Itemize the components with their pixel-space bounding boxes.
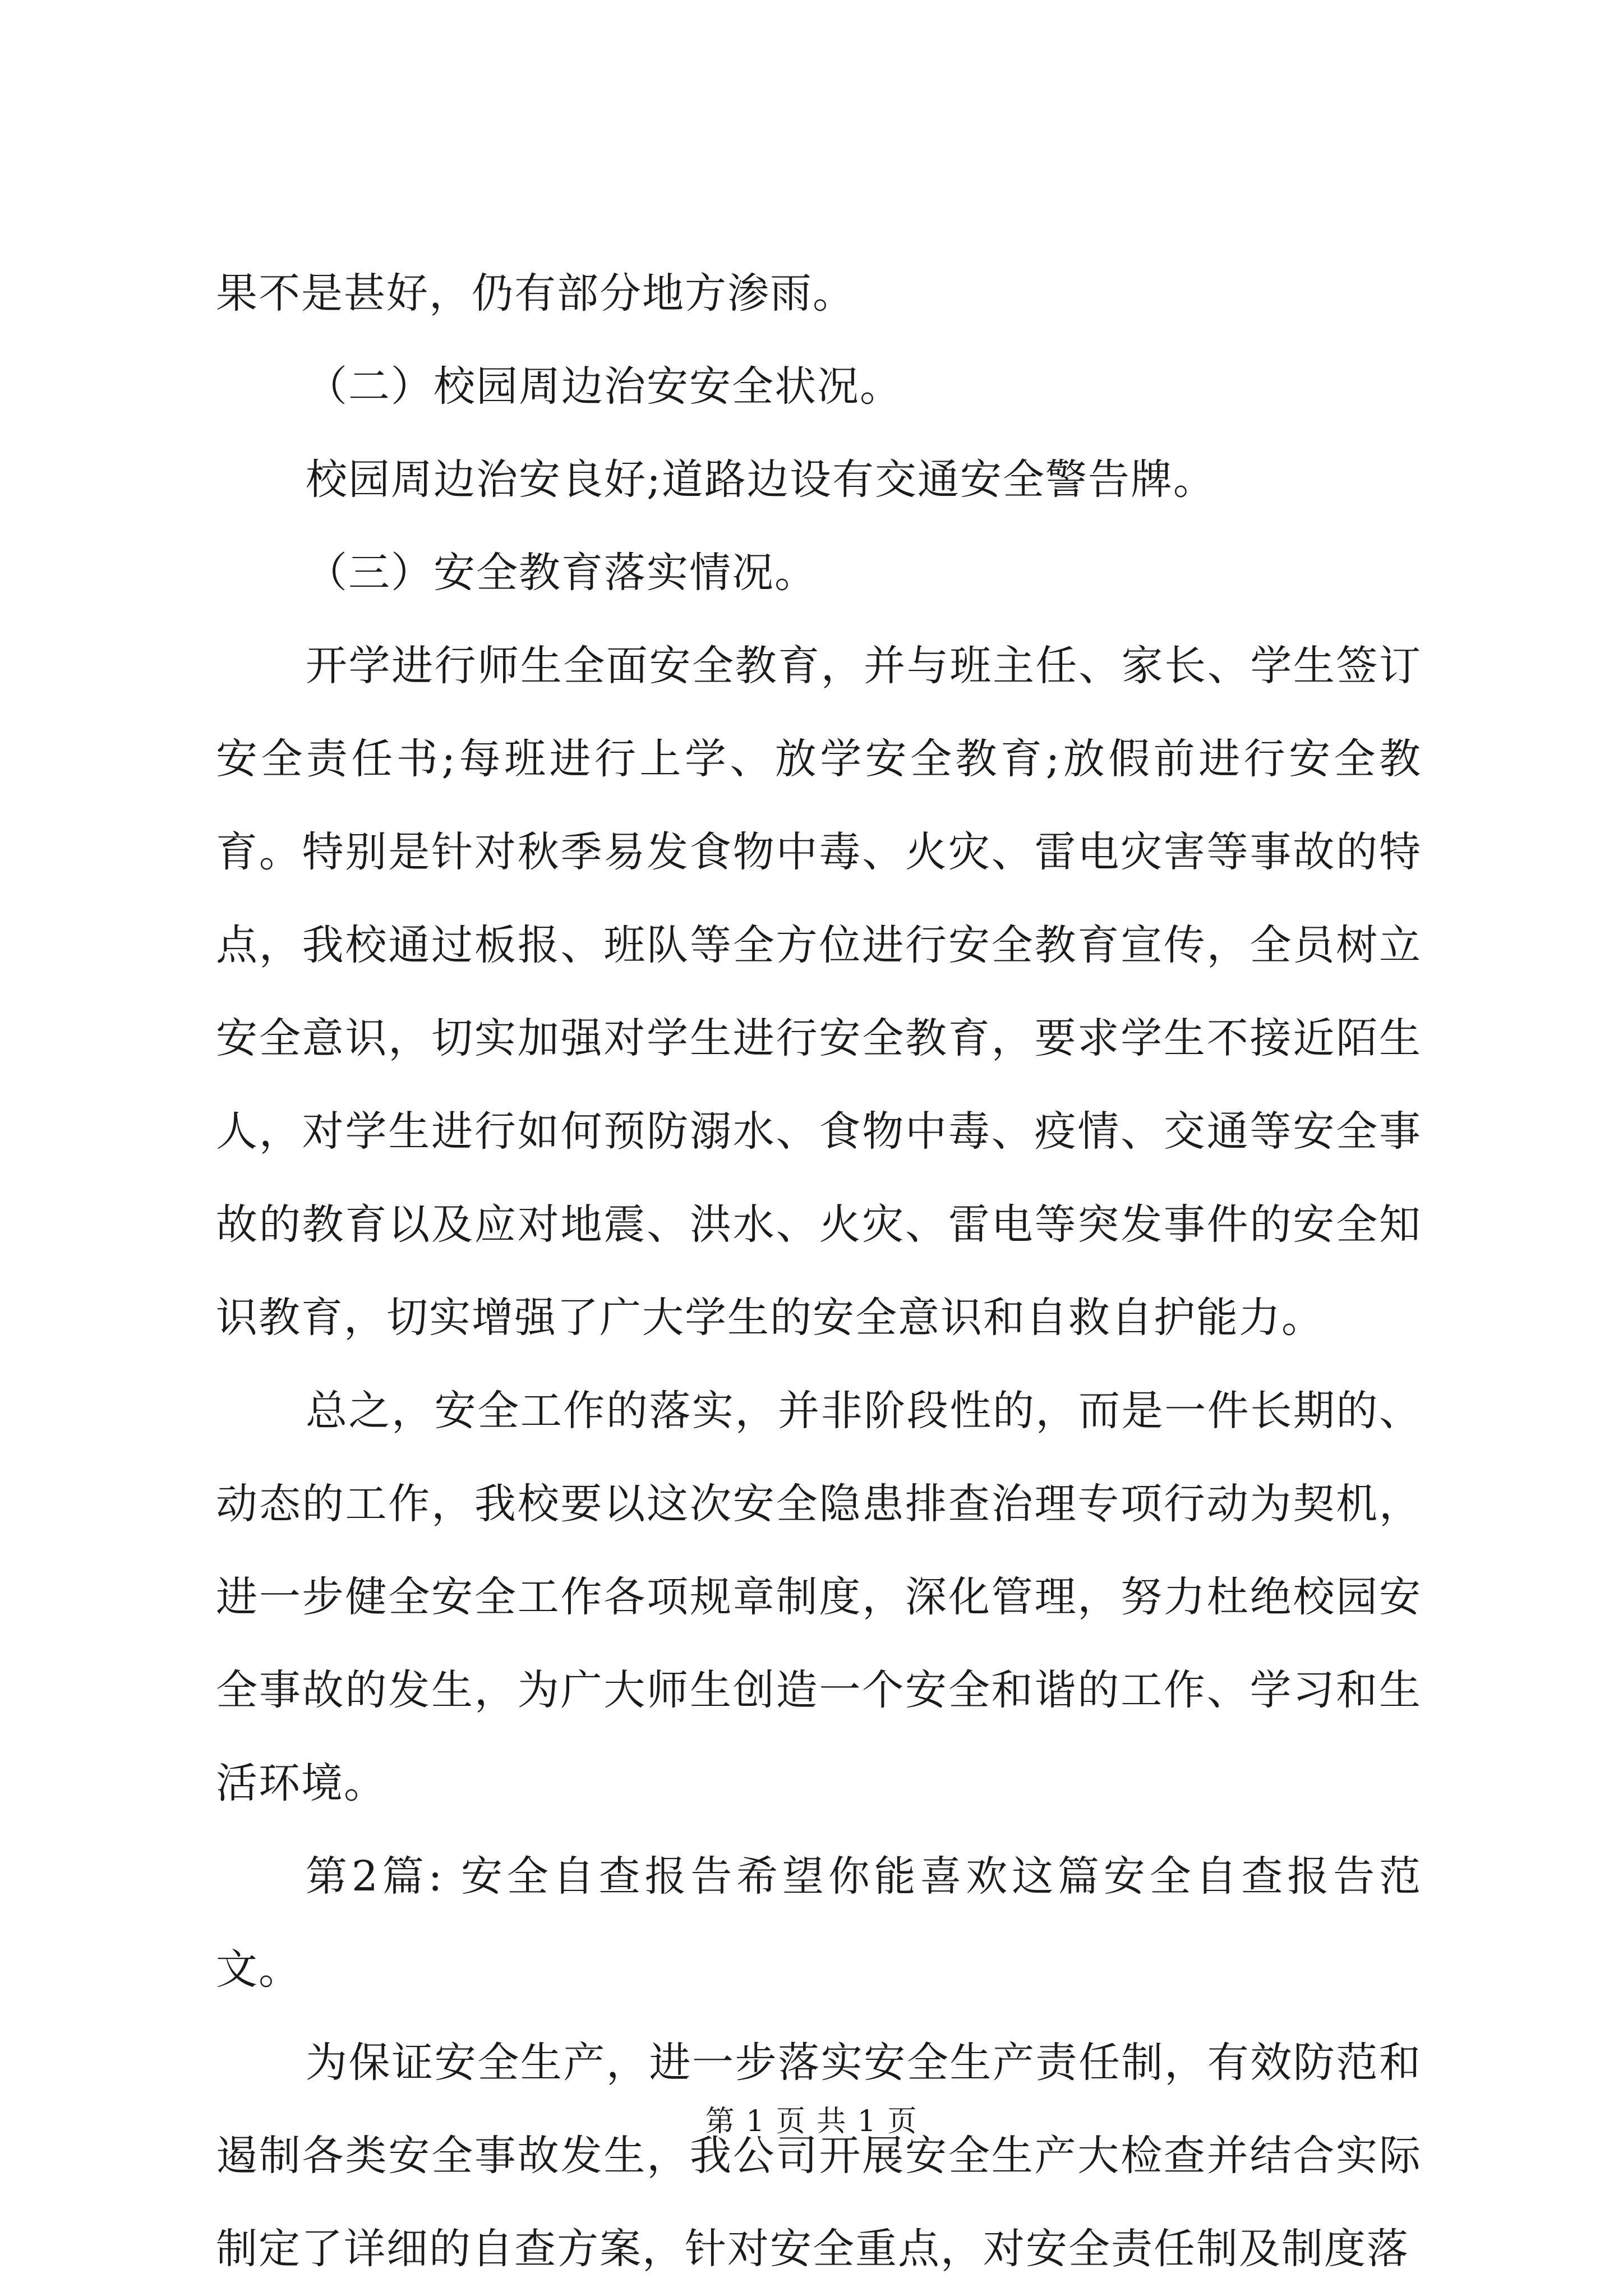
paragraph-conclusion: 总之，安全工作的落实，并非阶段性的，而是一件长期的、动态的工作，我校要以这次安全隐患排查治理专项行动为契机，进一步健全安全工作各项规章制度，深化管理，努力杜绝校园安全事故的发生，为广大师生创造一个安全和谐的工作、学习和生活环境。 <box>216 1387 1422 1807</box>
page-footer: 第 1 页 共 1 页 <box>705 2105 918 2138</box>
paragraph-campus-security: 校园周边治安良好;道路边设有交通安全警告牌。 <box>306 455 1216 504</box>
paragraph-continuation: 果不是甚好，仍有部分地方渗雨。 <box>216 269 855 318</box>
document-body <box>216 247 1422 2295</box>
paragraph-safety-education: 开学进行师生全面安全教育，并与班主任、家长、学生签订安全责任书;每班进行上学、放学安全教育;放假前进行安全教育。特别是针对秋季易发食物中毒、火灾、雷电灾害等事故的特点，我校通过板报、班队等全方位进行安全教育宣传，全员树立安全意识，切实加强对学生进行安全教育，要求学生不接近陌生人，对学生进行如何预防溺水、食物中毒、疫情、交通等安全事故的教育以及应对地震、洪水、火灾、雷电等突发事件的安全知识教育，切实增强了广大学生的安全意识和自救自护能力。 <box>216 642 1422 1342</box>
section-heading-campus-security: （二）校园周边治安安全状况。 <box>306 362 902 411</box>
section-heading-safety-education: （三）安全教育落实情况。 <box>306 549 817 597</box>
paragraph-article-2-intro: 为保证安全生产，进一步落实安全生产责任制，有效防范和遏制各类安全事故发生，我公司开展安全生产大检查并结合实际制定了详细的自查方案，针对安全重点，对安全责任制及制度落 <box>216 2039 1422 2273</box>
section-heading-article-2: 第2篇: 安全自查报告希望你能喜欢这篇安全自查报告范文。 <box>216 1852 1422 1994</box>
